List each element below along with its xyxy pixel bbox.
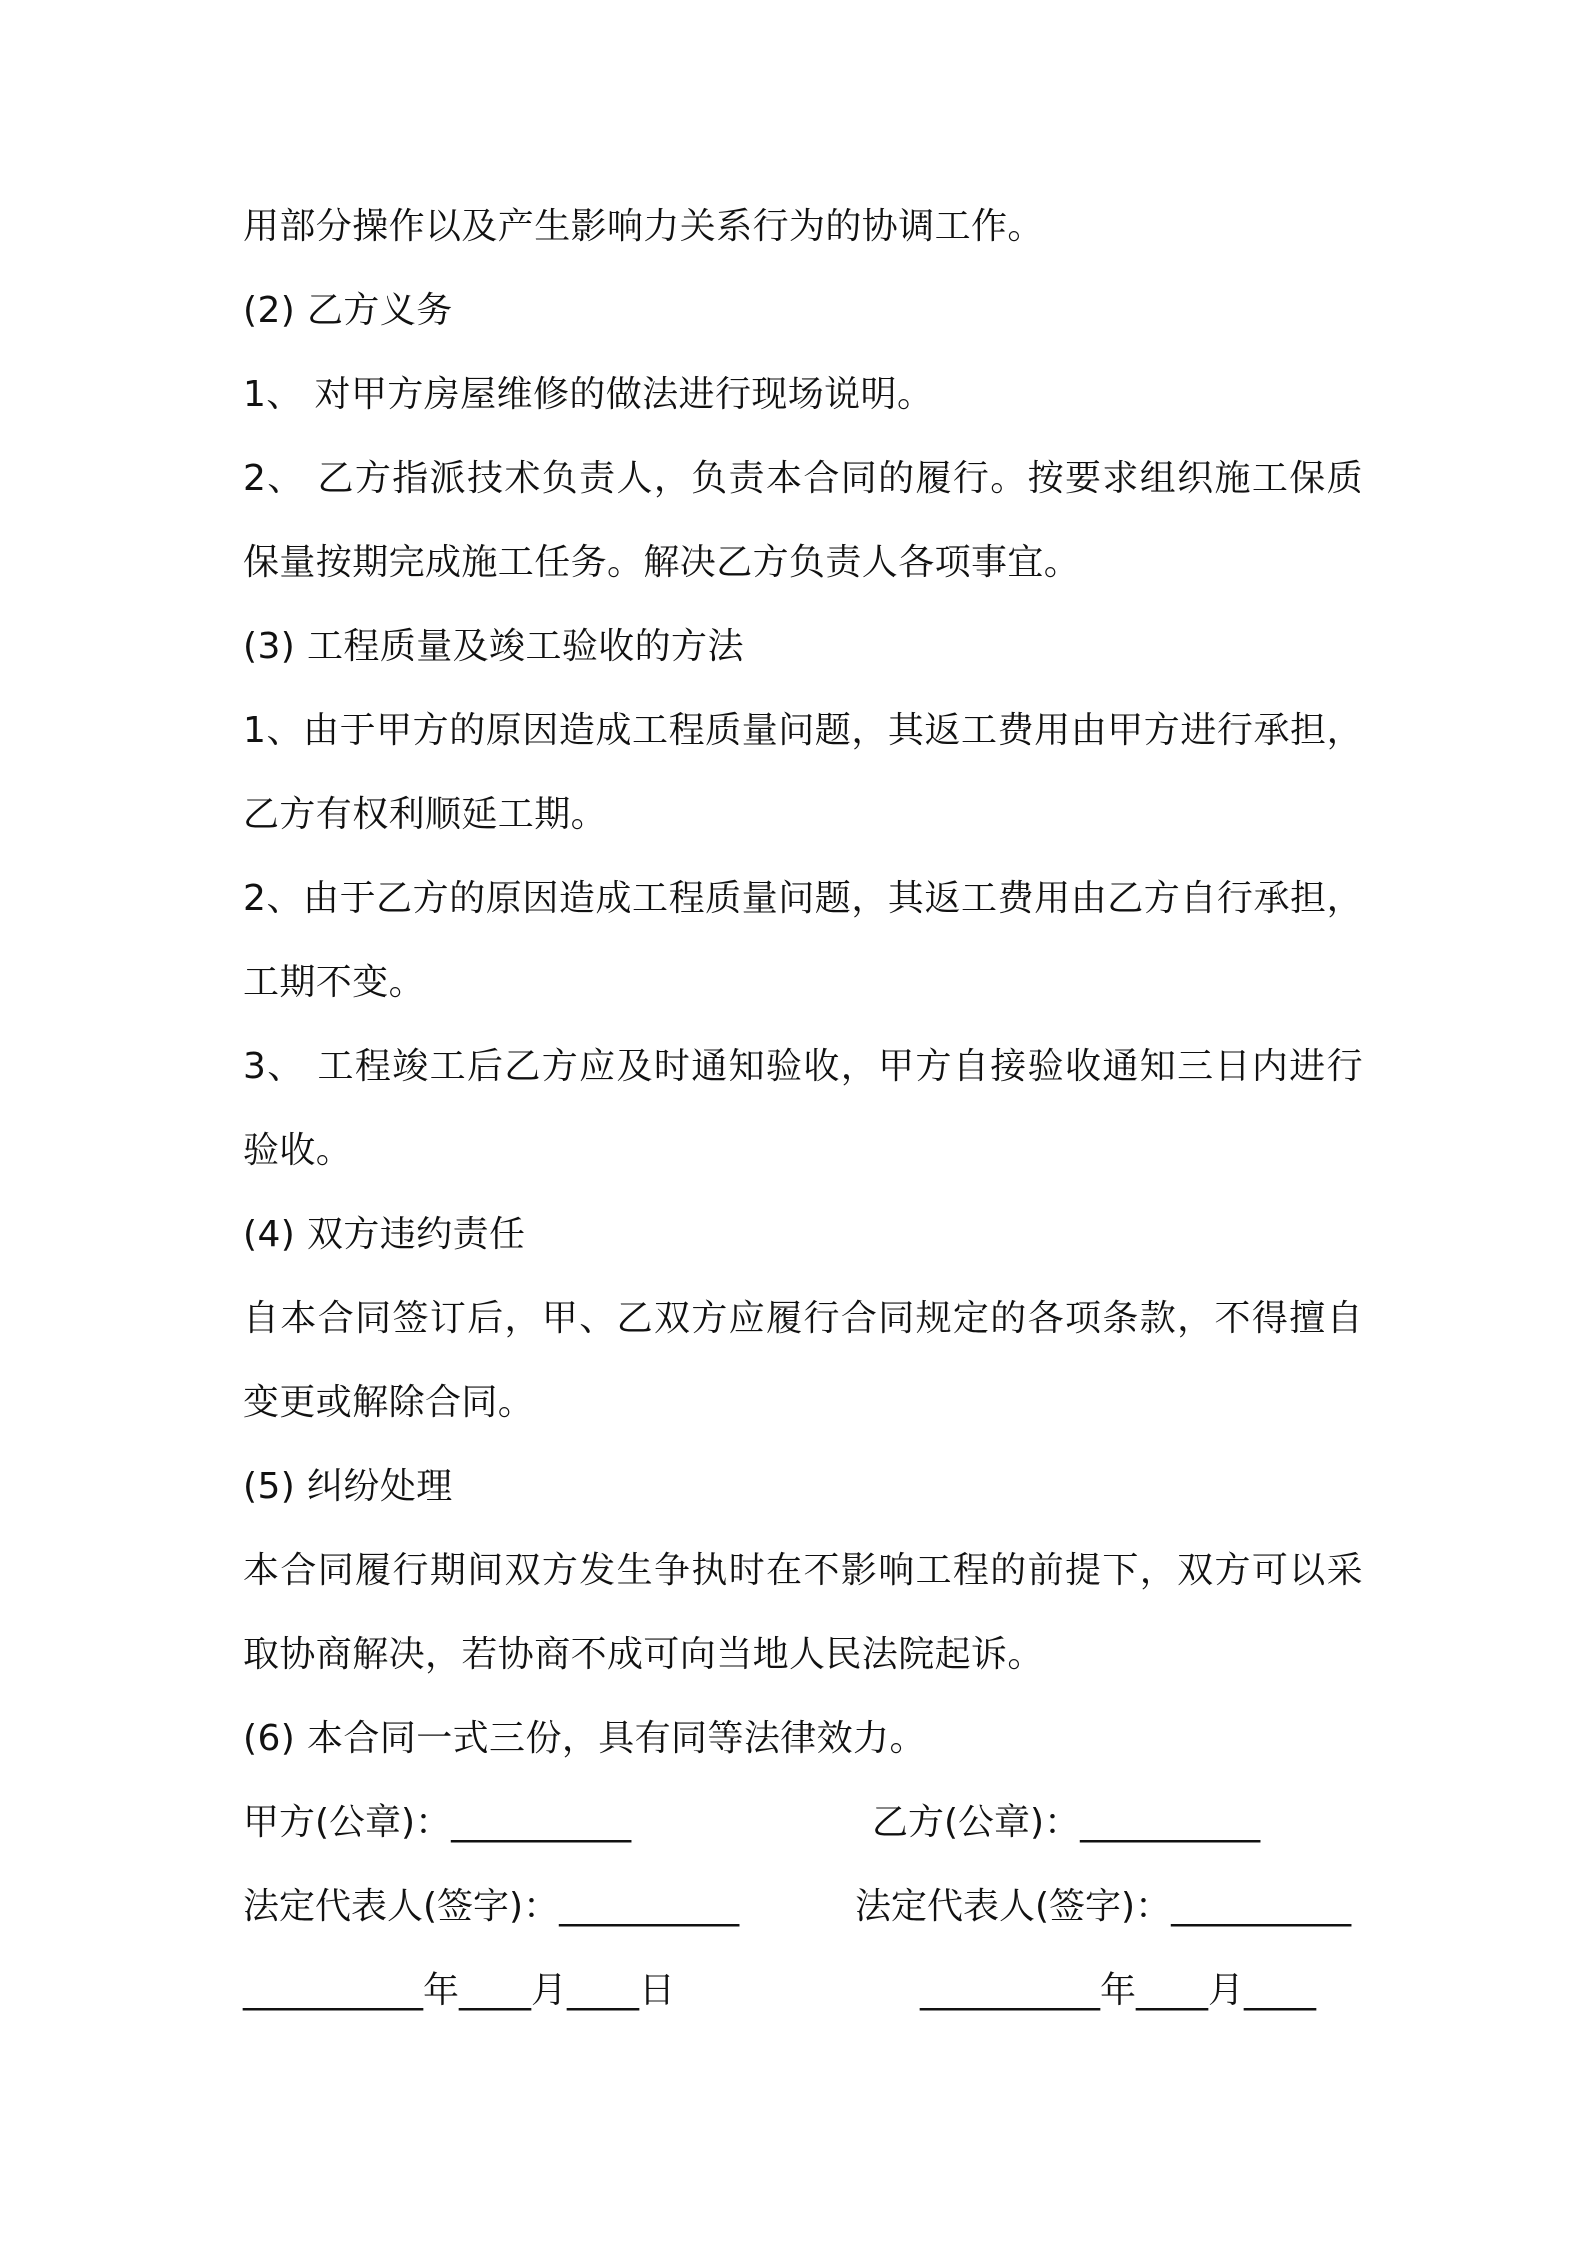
body-line-10: 工期不变。 <box>243 962 426 1003</box>
body-line-4: 2、 乙方指派技术负责人，负责本合同的履行。按要求组织施工保质 <box>243 458 1363 499</box>
body-line-7: 1、由于甲方的原因造成工程质量问题，其返工费用由甲方进行承担， <box>243 710 1363 751</box>
body-line-5: 保量按期完成施工任务。解决乙方负责人各项事宜。 <box>243 542 1081 583</box>
body-line-15: 变更或解除合同。 <box>243 1382 535 1423</box>
section-heading-3: (3) 工程质量及竣工验收的方法 <box>243 626 744 667</box>
party-a-seal-field: 甲方(公章)：__________ <box>243 1802 632 1843</box>
section-heading-4: (4) 双方违约责任 <box>243 1214 526 1255</box>
body-line-14: 自本合同签订后，甲、乙双方应履行合同规定的各项条款，不得擅自 <box>243 1298 1363 1339</box>
body-line-18: 取协商解决，若协商不成可向当地人民法院起诉。 <box>243 1634 1044 1675</box>
body-line-12: 验收。 <box>243 1130 353 1171</box>
body-line-11: 3、 工程竣工后乙方应及时通知验收，甲方自接验收通知三日内进行 <box>243 1046 1363 1087</box>
party-b-date-field: __________年____月____ <box>920 1970 1316 2011</box>
body-line-8: 乙方有权利顺延工期。 <box>243 794 608 835</box>
body-line-3: 1、 对甲方房屋维修的做法进行现场说明。 <box>243 374 934 415</box>
section-heading-2: (2) 乙方义务 <box>243 290 453 331</box>
body-line-1: 用部分操作以及产生影响力关系行为的协调工作。 <box>243 206 1044 247</box>
section-heading-5: (5) 纠纷处理 <box>243 1466 453 1507</box>
section-heading-6: (6) 本合同一式三份，具有同等法律效力。 <box>243 1718 926 1759</box>
party-b-seal-field: 乙方(公章)：__________ <box>872 1802 1261 1843</box>
party-b-rep-field: 法定代表人(签字)：__________ <box>855 1886 1352 1927</box>
party-a-rep-field: 法定代表人(签字)：__________ <box>243 1886 740 1927</box>
body-line-17: 本合同履行期间双方发生争执时在不影响工程的前提下，双方可以采 <box>243 1550 1363 1591</box>
party-a-date-field: __________年____月____日 <box>243 1970 675 2011</box>
body-line-9: 2、由于乙方的原因造成工程质量问题，其返工费用由乙方自行承担， <box>243 878 1363 919</box>
